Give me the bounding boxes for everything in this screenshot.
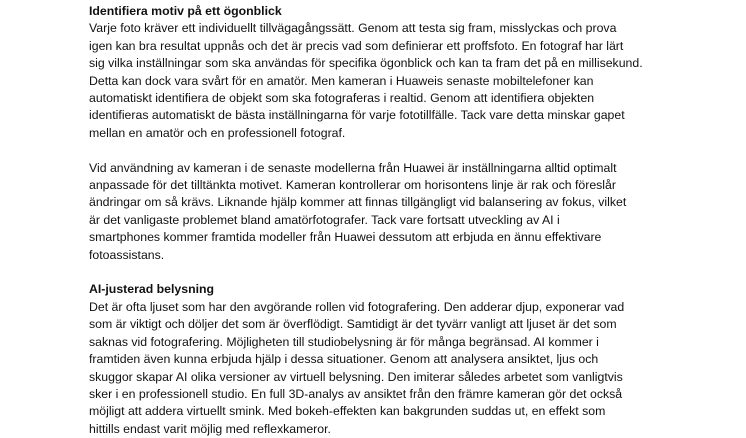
paragraph — [89, 299, 689, 438]
text-line: Vid användning av kameran i de senaste modellerna från Huawei är inställningarna alltid optimalt — [89, 160, 617, 175]
document-page — [89, 3, 689, 438]
text-line: smartphones kommer framtida modeller från Huawei dessutom att erbjuda en ännu effektivare — [89, 230, 602, 245]
paragraph-spacer — [89, 142, 689, 159]
text-line: identifieras automatiskt de bästa inställningarna för varje fototillfälle. Tack vare detta minskar gapet — [89, 108, 625, 123]
text-line: som är viktigt och döljer det som är överflödigt. Samtidigt är det tyvärr vanligt att ljuset är det som — [89, 317, 617, 332]
text-line: hittills endast varit möjlig med reflexkameror. — [89, 421, 331, 436]
text-line: sig vilka inställningar som ska användas för specifika ögonblick och kan ta fram det på en millisekund. — [89, 56, 643, 71]
text-line: mellan en amatör och en professionell fotograf. — [89, 125, 346, 140]
text-line: ändringar om så krävs. Liknande hjälp kommer att finnas tillgängligt vid balansering av fokus, vilket — [89, 195, 627, 210]
text-line: möjligt att addera virtuellt smink. Med bokeh-effekten kan bakgrunden suddas ut, en effekt som — [89, 404, 606, 419]
text-line: Varje foto kräver ett individuellt tillvägagångssätt. Genom att testa sig fram, misslyckas och prova — [89, 21, 617, 36]
section-heading: Identifiera motiv på ett ögonblick — [89, 4, 282, 18]
text-line: framtiden även kunna erbjuda hjälp i dessa situationer. Genom att analysera ansiktet, ljus och — [89, 352, 599, 367]
text-line: är det vanligaste problemet bland amatörfotografer. Tack vare fortsatt utveckling av AI i — [89, 212, 560, 227]
paragraph — [89, 20, 689, 142]
text-line: saknas vid fotografering. Möjligheten till studiobelysning är för många begränsad. AI kommer i — [89, 334, 599, 349]
text-line: sker i en professionell studio. En full 3D-analys av ansiktet från den främre kameran gör det också — [89, 386, 623, 401]
section-heading: AI-justerad belysning — [89, 282, 215, 297]
text-line: skuggor skapar AI olika versioner av virtuell belysning. Den imiterar således arbetet som vanligtvis — [89, 369, 623, 384]
text-line: Detta kan dock vara svårt för en amatör. Men kameran i Huaweis senaste mobiltelefoner kan — [89, 73, 594, 88]
section-spacer — [89, 264, 689, 281]
text-line: anpassade för det tilltänkta motivet. Kameran kontrollerar om horisontens linje är rak och föreslår — [89, 178, 616, 193]
text-line: automatiskt identifiera de objekt som ska fotograferas i realtid. Genom att identifiera objekten — [89, 91, 595, 106]
text-line: Det är ofta ljuset som har den avgörande rollen vid fotografering. Den adderar djup, exponerar vad — [89, 299, 625, 314]
section-identify-subject — [89, 3, 689, 264]
text-line: fotoassistans. — [89, 247, 165, 262]
section-ai-lighting — [89, 281, 689, 438]
paragraph — [89, 160, 689, 264]
text-line: igen kan bra resultat uppnås och det är precis vad som definierar ett proffsfoto. En fotograf har lärt — [89, 38, 624, 53]
